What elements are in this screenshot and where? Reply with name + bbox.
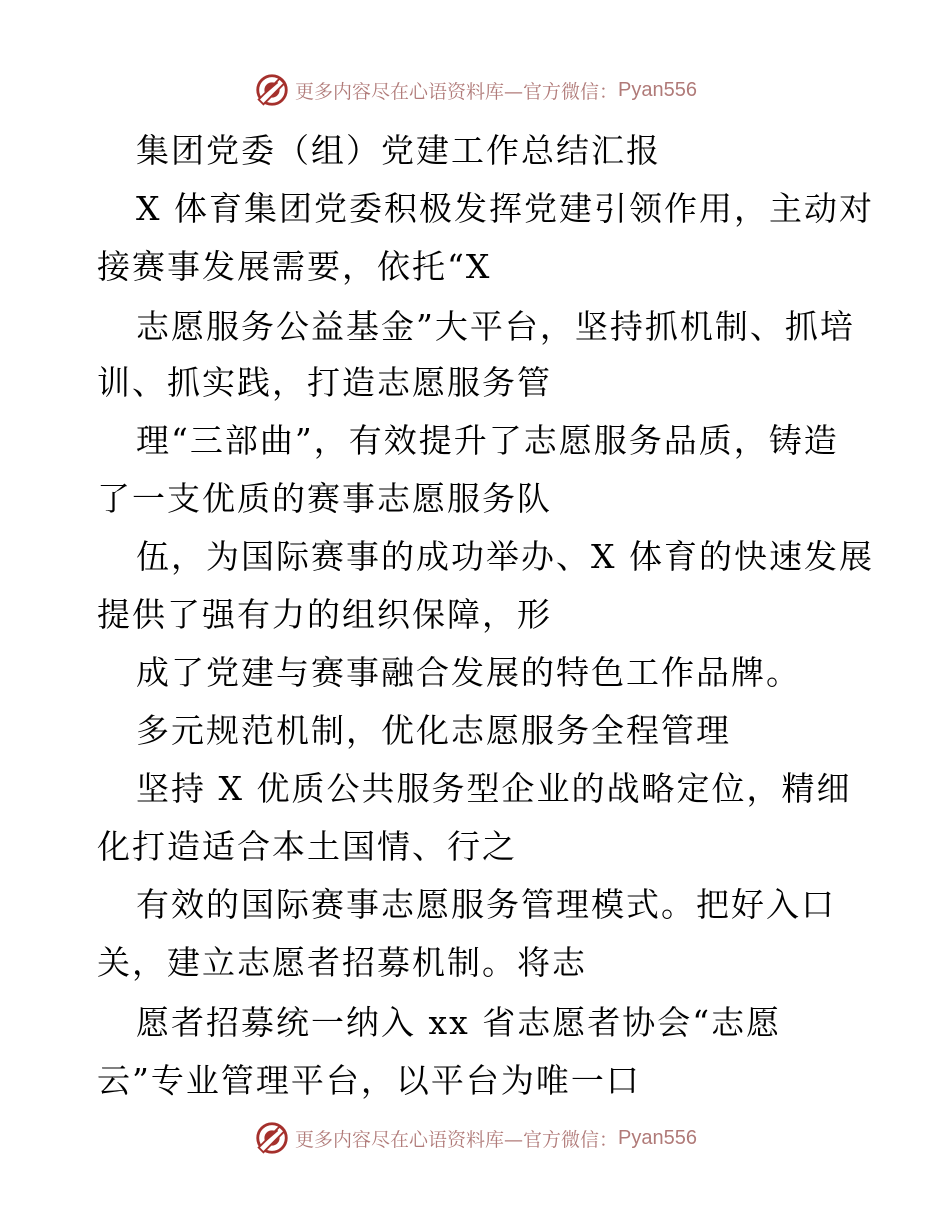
paragraph-line: 成了党建与赛事融合发展的特色工作品牌。 (136, 653, 801, 692)
sealed-letter-logo-icon (253, 1119, 291, 1157)
paragraph-line: 云”专业管理平台，以平台为唯一口 (97, 1061, 641, 1100)
paragraph-line: 提供了强有力的组织保障，形 (97, 595, 552, 634)
watermark-wechat-id: Pyan556 (618, 78, 697, 101)
watermark-wechat-id: Pyan556 (618, 1126, 697, 1149)
paragraph-line: 坚持 X 优质公共服务型企业的战略定位，精细 (136, 769, 852, 808)
watermark-brand-text: 更多内容尽在心语资料库—官方微信： (295, 80, 619, 103)
paragraph-line: 训、抓实践，打造志愿服务管 (97, 363, 552, 402)
paragraph-line: 有效的国际赛事志愿服务管理模式。把好入口 (136, 885, 836, 924)
paragraph-line: X 体育集团党委积极发挥党建引领作用，主动对 (136, 189, 874, 228)
paragraph-line: 关，建立志愿者招募机制。将志 (97, 943, 587, 982)
paragraph-line: 伍，为国际赛事的成功举办、X 体育的快速发展 (136, 537, 874, 576)
footer-watermark (0, 1118, 950, 1158)
watermark-brand-text: 更多内容尽在心语资料库—官方微信： (295, 1128, 619, 1151)
header-watermark (0, 70, 950, 110)
paragraph-line: 愿者招募统一纳入 xx 省志愿者协会“志愿 (136, 1003, 782, 1042)
sealed-letter-logo-icon (253, 71, 291, 109)
paragraph-line: 了一支优质的赛事志愿服务队 (97, 479, 552, 518)
paragraph-line: 志愿服务公益基金”大平台，坚持抓机制、抓培 (136, 307, 855, 346)
document-title: 集团党委（组）党建工作总结汇报 (136, 131, 661, 170)
section-heading: 多元规范机制，优化志愿服务全程管理 (136, 711, 731, 750)
paragraph-line: 理“三部曲”，有效提升了志愿服务品质，铸造 (136, 421, 839, 460)
paragraph-line: 化打造适合本土国情、行之 (97, 827, 517, 866)
paragraph-line: 接赛事发展需要，依托“X (97, 247, 492, 286)
